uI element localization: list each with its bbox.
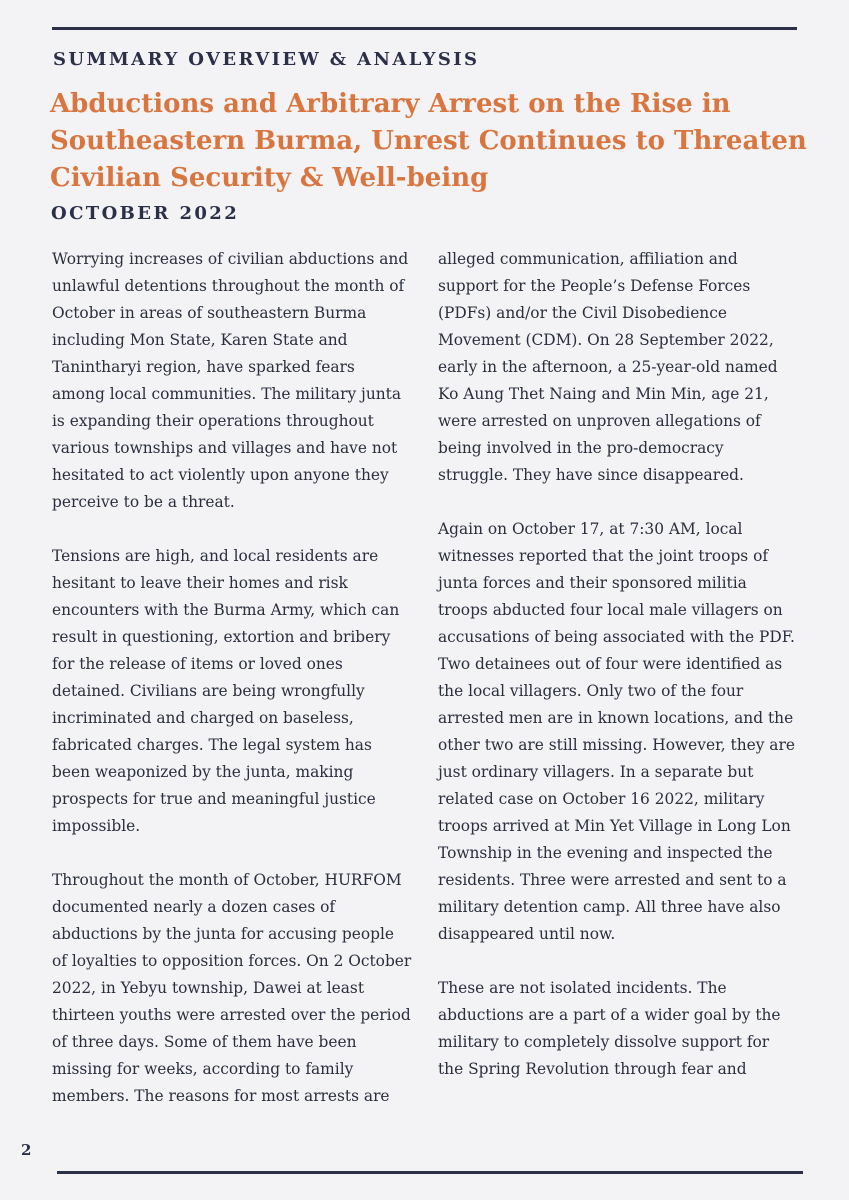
page-number: 2: [21, 1141, 32, 1159]
paragraph: Tensions are high, and local residents are hesitant to leave their homes and risk encounters with the Burma Army, which can result in questioning, extortion and bribery for the release of items or loved ones detained. Civilians are being wrongfully incriminated and charged on baseless, fabricated charges. The legal system has been weaponized by the junta, making prospects for true and meaningful justice impossible.: [52, 547, 400, 835]
right-column: [438, 246, 798, 1110]
report-date: OCTOBER 2022: [51, 203, 240, 224]
page-title: Abductions and Arbitrary Arrest on the Rise in Southeastern Burma, Unrest Continues to Threaten Civilian Security & Well-being: [50, 89, 807, 193]
paragraph: alleged communication, affiliation and support for the People’s Defense Forces (PDFs) and/or the Civil Disobedience Movement (CDM). On 28 September 2022, early in the afternoon, a 25-year-old named Ko Aung Thet Naing and Min Min, age 21, were arrested on unproven allegations of being involved in the pro-democracy struggle. They have since disappeared.: [438, 250, 778, 484]
paragraph: Throughout the month of October, HURFOM documented nearly a dozen cases of abductions by the junta for accusing people of loyalties to opposition forces. On 2 October 2022, in Yebyu township, Dawei at least thirteen youths were arrested over the period of three days. Some of them have been missing for weeks, according to family members. The reasons for most arrests are: [52, 871, 412, 1105]
paragraph: Again on October 17, at 7:30 AM, local witnesses reported that the joint troops of junta forces and their sponsored militia troops abducted four local male villagers on accusations of being associated with the PDF. Two detainees out of four were identified as the local villagers. Only two of the four arrested men are in known locations, and the other two are still missing. However, they are just ordinary villagers. In a separate but related case on October 16 2022, military troops arrived at Min Yet Village in Long Lon Township in the evening and inspected the residents. Three were arrested and sent to a military detention camp. All three have also disappeared until now.: [438, 520, 795, 943]
left-column: [52, 246, 412, 1137]
paragraph: Worrying increases of civilian abductions and unlawful detentions throughout the month of October in areas of southeastern Burma including Mon State, Karen State and Tanintharyi region, have sparked fears among local communities. The military junta is expanding their operations throughout various townships and villages and have not hesitated to act violently upon anyone they perceive to be a threat.: [52, 250, 409, 511]
section-label: SUMMARY OVERVIEW & ANALYSIS: [53, 49, 480, 70]
bottom-divider: [57, 1171, 803, 1174]
paragraph: These are not isolated incidents. The abductions are a part of a wider goal by the military to completely dissolve support for the Spring Revolution through fear and: [438, 979, 781, 1078]
top-divider: [52, 27, 797, 30]
